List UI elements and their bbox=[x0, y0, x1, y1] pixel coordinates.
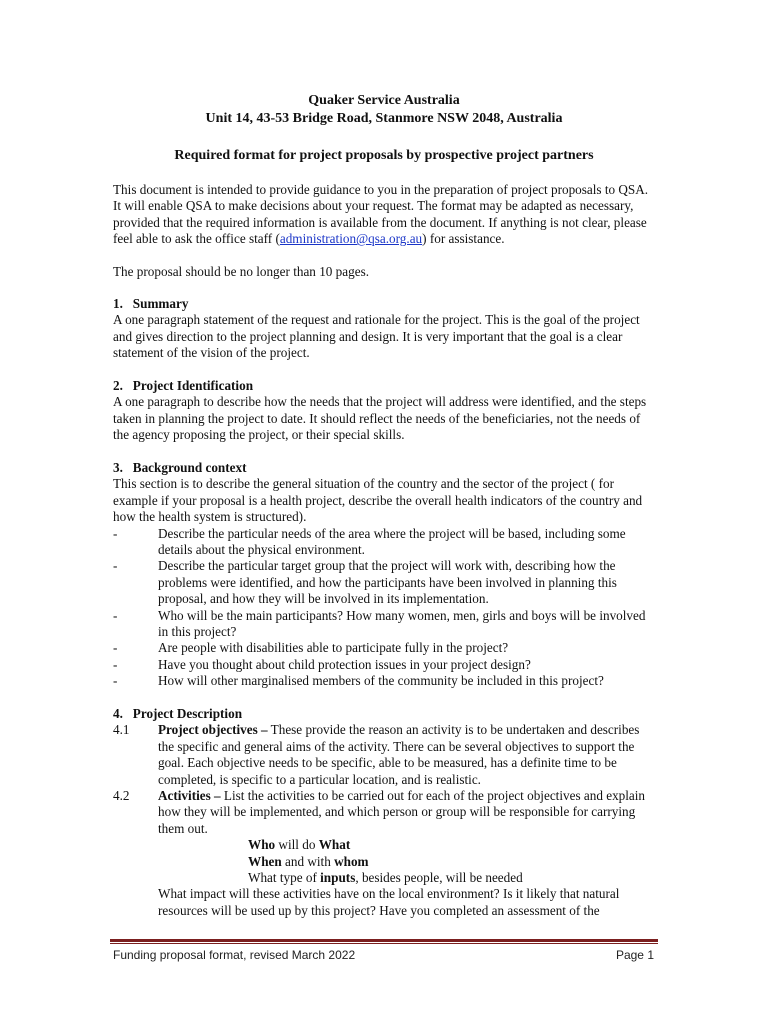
section-heading: 3. Background context bbox=[113, 460, 247, 475]
section-heading: 2. Project Identification bbox=[113, 378, 254, 393]
numbered-item bbox=[113, 722, 658, 788]
intro-paragraph bbox=[113, 182, 658, 248]
document-title: Required format for project proposals by prospective project partners bbox=[174, 148, 594, 163]
proposal-length-note: The proposal should be no longer than 10 pages. bbox=[113, 264, 370, 279]
list-item: - Describe the particular needs of the area where the project will be based, including some details about the physical environment. bbox=[113, 525, 626, 558]
inputs-line: What type of inputs, besides people, will be needed bbox=[248, 870, 523, 886]
section-body: A one paragraph to describe how the needs that the project will address were identified, and the steps taken in planning the project to date. It should reflect the needs of the beneficiaries, not the needs of the agency proposing the project, or their special skills. bbox=[113, 394, 647, 443]
org-name: Quaker Service Australia bbox=[308, 93, 460, 108]
item-body: These provide the reason an activity is to be undertaken and describes the specific and general aims of the activity. There can be several objectives to support the goal. Each objective needs to be specific, able to be measured, has a definite time to be completed, is specific to a particular location, and is realistic. bbox=[158, 722, 640, 787]
intro-text-after: ) for assistance. bbox=[422, 231, 505, 247]
section-description bbox=[113, 706, 658, 919]
org-address: Unit 14, 43-53 Bridge Road, Stanmore NSW 2048, Australia bbox=[205, 111, 563, 126]
section-identification bbox=[113, 378, 658, 444]
footer-divider-thin bbox=[110, 943, 658, 944]
bullet-list bbox=[113, 526, 658, 690]
bullet-dash: - bbox=[113, 656, 118, 672]
section-heading: 1. Summary bbox=[113, 296, 189, 311]
intro-text-before: This document is intended to provide guidance to you in the preparation of project proposals to QSA. It will enable QSA to make decisions about your request. The format may be adapted as necessary, provided that the required information is available from the document. If anything is not clear, please feel able to ask the office staff ( bbox=[113, 182, 649, 247]
list-item: - Who will be the main participants? How many women, men, girls and boys will be involved in this project? bbox=[113, 607, 646, 640]
footer-doc-info: Funding proposal format, revised March 2022 bbox=[113, 948, 356, 962]
numbered-item bbox=[113, 788, 658, 837]
page-number: Page 1 bbox=[615, 948, 654, 962]
bullet-dash: - bbox=[113, 607, 118, 623]
item-number: 4.2 bbox=[113, 788, 130, 804]
email-link[interactable]: administration@qsa.org.au bbox=[279, 231, 423, 247]
bullet-dash: - bbox=[113, 673, 118, 689]
section-background bbox=[113, 460, 658, 690]
list-item: - How will other marginalised members of the community be included in this project? bbox=[113, 673, 604, 689]
list-item: - Have you thought about child protection issues in your project design? bbox=[113, 656, 531, 672]
item-number: 4.1 bbox=[113, 722, 130, 738]
item-body: List the activities to be carried out for each of the project objectives and explain how they will be implemented, and which person or group will be responsible for carrying them out. bbox=[158, 788, 646, 836]
footer-divider bbox=[110, 939, 658, 942]
bullet-dash: - bbox=[113, 640, 118, 656]
who-line: Who will do What bbox=[248, 837, 351, 853]
section-summary bbox=[113, 296, 658, 362]
item-term: Activities – bbox=[158, 788, 221, 804]
when-line: When and with whom bbox=[248, 853, 369, 869]
section-body: A one paragraph statement of the request and rationale for the project. This is the goal of the project and gives direction to the project planning and design. It is very important that the goal is a clear statement of the vision of the project. bbox=[113, 312, 640, 361]
bullet-dash: - bbox=[113, 558, 118, 574]
section-body: This section is to describe the general situation of the country and the sector of the project ( for example if your proposal is a health project, describe the overall health indicators of the country and how the health system is structured). bbox=[113, 476, 643, 525]
section-heading: 4. Project Description bbox=[113, 706, 243, 721]
list-item: - Are people with disabilities able to participate fully in the project? bbox=[113, 640, 509, 656]
item-term: Project objectives – bbox=[158, 722, 268, 738]
impact-paragraph: What impact will these activities have on the local environment? Is it likely that natural resources will be used up by this project? Have you completed an assessment of the bbox=[158, 886, 620, 918]
list-item: - Describe the particular target group that the project will work with, describing how the problems were identified, and how the participants have been involved in planning this proposal, and how they will be involved in its implementation. bbox=[113, 558, 617, 607]
bullet-dash: - bbox=[113, 525, 118, 541]
